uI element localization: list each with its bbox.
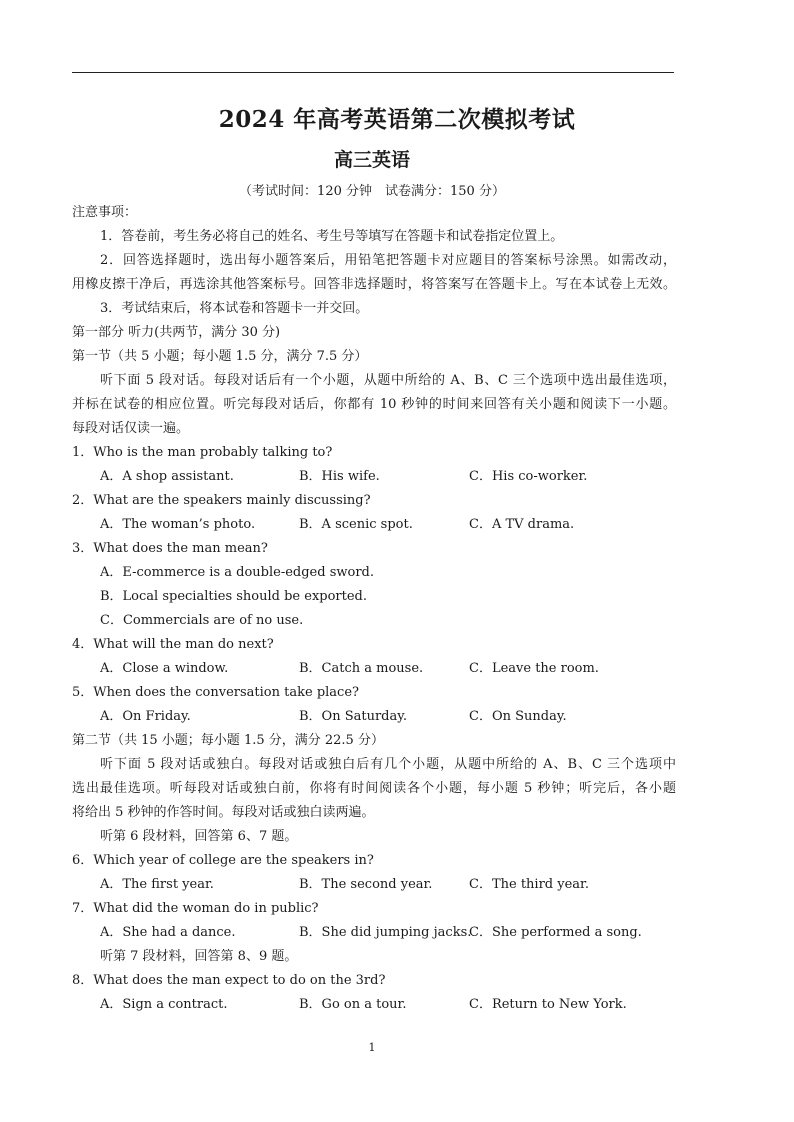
- notice-item-2-line-2: 用橡皮擦干净后，再选涂其他答案标号。回答非选择题时，将答案写在答题卡上。写在本试卷上无效。: [72, 277, 676, 292]
- question-3-stem: 3．What does the man mean?: [72, 541, 268, 556]
- question-1-options: [72, 465, 676, 489]
- question-4-stem: 4．What will the man do next?: [72, 637, 274, 652]
- question-3-option-a: A．E-commerce is a double-edged sword.: [100, 565, 374, 580]
- exam-info: （考试时间：120 分钟 试卷满分：150 分）: [239, 184, 505, 199]
- question-6-stem: 6．Which year of college are the speakers in?: [72, 853, 374, 868]
- question-1-option-a: A．A shop assistant.: [100, 469, 234, 484]
- question-2-option-c: C．A TV drama.: [469, 517, 575, 532]
- section2-instructions-line-1: 听下面 5 段对话或独白。每段对话或独白后有几个小题，从题中所给的 A、B、C 三个选项中: [100, 757, 676, 772]
- part1-heading: 第一部分 听力(共两节，满分 30 分): [72, 325, 281, 340]
- section2-heading: 第二节（共 15 小题；每小题 1.5 分，满分 22.5 分）: [72, 733, 384, 748]
- question-5-option-a: A．On Friday.: [100, 709, 191, 724]
- question-8-option-c: C．Return to New York.: [469, 997, 627, 1012]
- section1-instructions-line-1: 听下面 5 段对话。每段对话后有一个小题，从题中所给的 A、B、C 三个选项中选出最佳选项，: [100, 373, 676, 388]
- question-5-option-c: C．On Sunday.: [469, 709, 567, 724]
- page-number: 1: [368, 1041, 376, 1054]
- section2-instructions-line-2: 选出最佳选项。听每段对话或独白前，你将有时间阅读各个小题，每小题 5 秒钟；听完后，各小题: [72, 781, 676, 796]
- question-3-option-b: B．Local specialties should be exported.: [100, 589, 368, 604]
- section1-instructions-line-2: 并标在试卷的相应位置。听完每段对话后，你都有 10 秒钟的时间来回答有关小题和阅读下一小题。: [72, 397, 676, 412]
- question-2-option-a: A．The woman’s photo.: [100, 517, 256, 532]
- question-3-option-c: C．Commercials are of no use.: [100, 613, 304, 628]
- question-6-option-c: C．The third year.: [469, 877, 589, 892]
- question-2-stem: 2．What are the speakers mainly discussing?: [72, 493, 371, 508]
- question-6-option-a: A．The first year.: [100, 877, 214, 892]
- exam-title: 2024 年高考英语第二次模拟考试: [218, 106, 576, 133]
- question-6-option-b: B．The second year.: [299, 877, 433, 892]
- header-rule: [72, 72, 674, 73]
- question-4-options: [72, 657, 676, 681]
- question-2-options: [72, 513, 676, 537]
- exam-content: [72, 201, 676, 1017]
- section2-instructions-line-3: 将给出 5 秒钟的作答时间。每段对话或独白读两遍。: [72, 805, 375, 820]
- question-7-option-a: A．She had a dance.: [100, 925, 236, 940]
- notice-item-2-line-1: 2．回答选择题时，选出每小题答案后，用铅笔把答题卡对应题目的答案标号涂黑。如需改动，: [100, 253, 676, 268]
- question-6-options: [72, 873, 676, 897]
- material-7-note: 听第 7 段材料，回答第 8、9 题。: [100, 949, 298, 964]
- question-1-stem: 1．Who is the man probably talking to?: [72, 445, 333, 460]
- question-5-stem: 5．When does the conversation take place?: [72, 685, 359, 700]
- question-7-options: [72, 921, 676, 945]
- question-8-stem: 8．What does the man expect to do on the 3rd?: [72, 973, 386, 988]
- question-7-stem: 7．What did the woman do in public?: [72, 901, 319, 916]
- question-7-option-c: C．She performed a song.: [469, 925, 642, 940]
- exam-subtitle: 高三英语: [333, 149, 410, 171]
- question-1-option-c: C．His co-worker.: [469, 469, 588, 484]
- question-8-option-a: A．Sign a contract.: [100, 997, 228, 1012]
- material-6-note: 听第 6 段材料，回答第 6、7 题。: [100, 829, 298, 844]
- question-7-option-b: B．She did jumping jacks.: [299, 925, 472, 940]
- section1-heading: 第一节（共 5 小题；每小题 1.5 分，满分 7.5 分）: [72, 349, 368, 364]
- section1-instructions-line-3: 每段对话仅读一遍。: [72, 421, 190, 436]
- notice-heading: 注意事项：: [72, 205, 138, 220]
- question-4-option-a: A．Close a window.: [100, 661, 229, 676]
- question-4-option-b: B．Catch a mouse.: [299, 661, 424, 676]
- notice-item-1: 1．答卷前，考生务必将自己的姓名、考生号等填写在答题卡和试卷指定位置上。: [100, 229, 564, 244]
- question-8-option-b: B．Go on a tour.: [299, 997, 407, 1012]
- question-8-options: [72, 993, 676, 1017]
- question-1-option-b: B．His wife.: [299, 469, 380, 484]
- question-5-options: [72, 705, 676, 729]
- question-5-option-b: B．On Saturday.: [299, 709, 408, 724]
- question-4-option-c: C．Leave the room.: [469, 661, 599, 676]
- notice-item-3: 3．考试结束后，将本试卷和答题卡一并交回。: [100, 301, 369, 316]
- question-2-option-b: B．A scenic spot.: [299, 517, 413, 532]
